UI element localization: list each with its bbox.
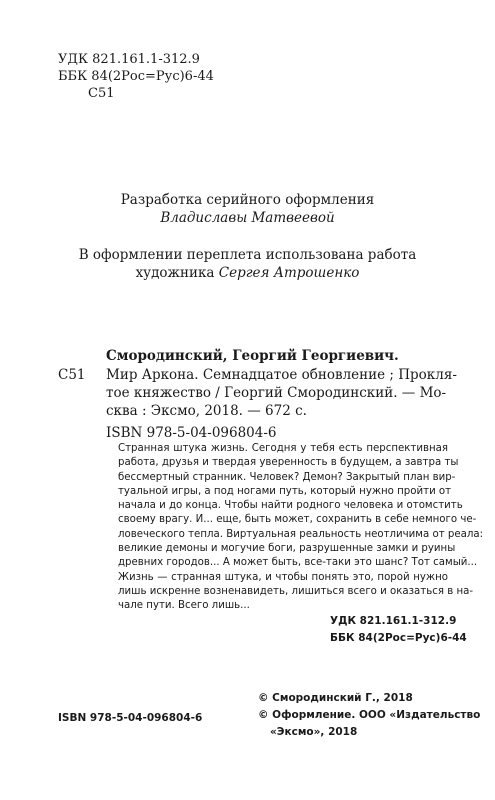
cover-credit-prefix: художника (135, 265, 219, 281)
series-designer-name: Владиславы Матвеевой (160, 210, 335, 226)
abstract-line: бессмертный странник. Человек? Демон? Закрытый план вир- (118, 471, 456, 483)
abstract-line: великие демоны и могучие боги, разрушенные замки и руины (118, 543, 456, 555)
entry-code: С51 (58, 367, 86, 383)
cover-credit-line1: В оформлении переплета использована работа (78, 247, 417, 263)
copyright-publisher: © Оформление. ООО «Издательство (258, 709, 481, 721)
cover-artist-name: Сергея Атрошенко (218, 265, 360, 281)
abstract-line: начала и до конца. Чтобы найти родного человека и отомстить (118, 500, 463, 512)
book-abstract (118, 442, 484, 614)
bottom-bbk-code: ББК 84(2Рос=Рус)6-44 (330, 632, 467, 644)
series-design-credit (40, 191, 455, 227)
cover-art-credit (40, 246, 455, 282)
abstract-line: работа, друзья и твердая уверенность в будущем, а завтра ты (118, 457, 459, 469)
entry-description (106, 366, 457, 420)
series-design-line1: Разработка серийного оформления (120, 192, 375, 208)
abstract-line: ловеческого тепла. Виртуальная реальность неотличима от реала: (118, 528, 484, 540)
author-mark: С51 (88, 86, 115, 101)
abstract-line: туальной игры, а под ногами путь, который нужно пройти от (118, 485, 452, 497)
entry-desc-line: тое княжество / Георгий Смородинский. — Мо- (106, 385, 447, 401)
abstract-line: чале пути. Всего лишь... (118, 600, 250, 612)
bottom-classification-codes (330, 613, 467, 647)
entry-isbn: ISBN 978-5-04-096804-6 (106, 425, 277, 441)
abstract-line: древних городов... А может быть, все-таки это шанс? Тот самый... (118, 557, 478, 569)
bbk-code: ББК 84(2Рос=Рус)6-44 (58, 69, 214, 84)
abstract-line: своему врагу. И... еще, быть может, сохранить в себе немного че- (118, 514, 477, 526)
copyright-publisher-year: «Эксмо», 2018 (270, 726, 358, 738)
abstract-line: Жизнь — странная штука, и чтобы понять это, порой нужно (118, 571, 448, 583)
classification-codes (58, 51, 214, 102)
entry-desc-line: Мир Аркона. Семнадцатое обновление ; Прокля- (106, 367, 457, 383)
abstract-line: Странная штука жизнь. Сегодня у тебя есть перспективная (118, 443, 448, 454)
entry-desc-line: сква : Эксмо, 2018. — 672 с. (106, 403, 307, 419)
bottom-udk-code: УДК 821.161.1-312.9 (330, 615, 457, 627)
bottom-isbn: ISBN 978-5-04-096804-6 (58, 712, 203, 724)
copyright-author: © Смородинский Г., 2018 (258, 692, 413, 704)
entry-author: Смородинский, Георгий Георгиевич. (106, 348, 399, 364)
copyright-notice (258, 690, 480, 741)
cover-credit-line2 (40, 264, 455, 282)
udk-code: УДК 821.161.1-312.9 (58, 52, 200, 67)
abstract-line: лишь искренне возненавидеть, лишиться всего и оказаться в на- (118, 585, 474, 597)
